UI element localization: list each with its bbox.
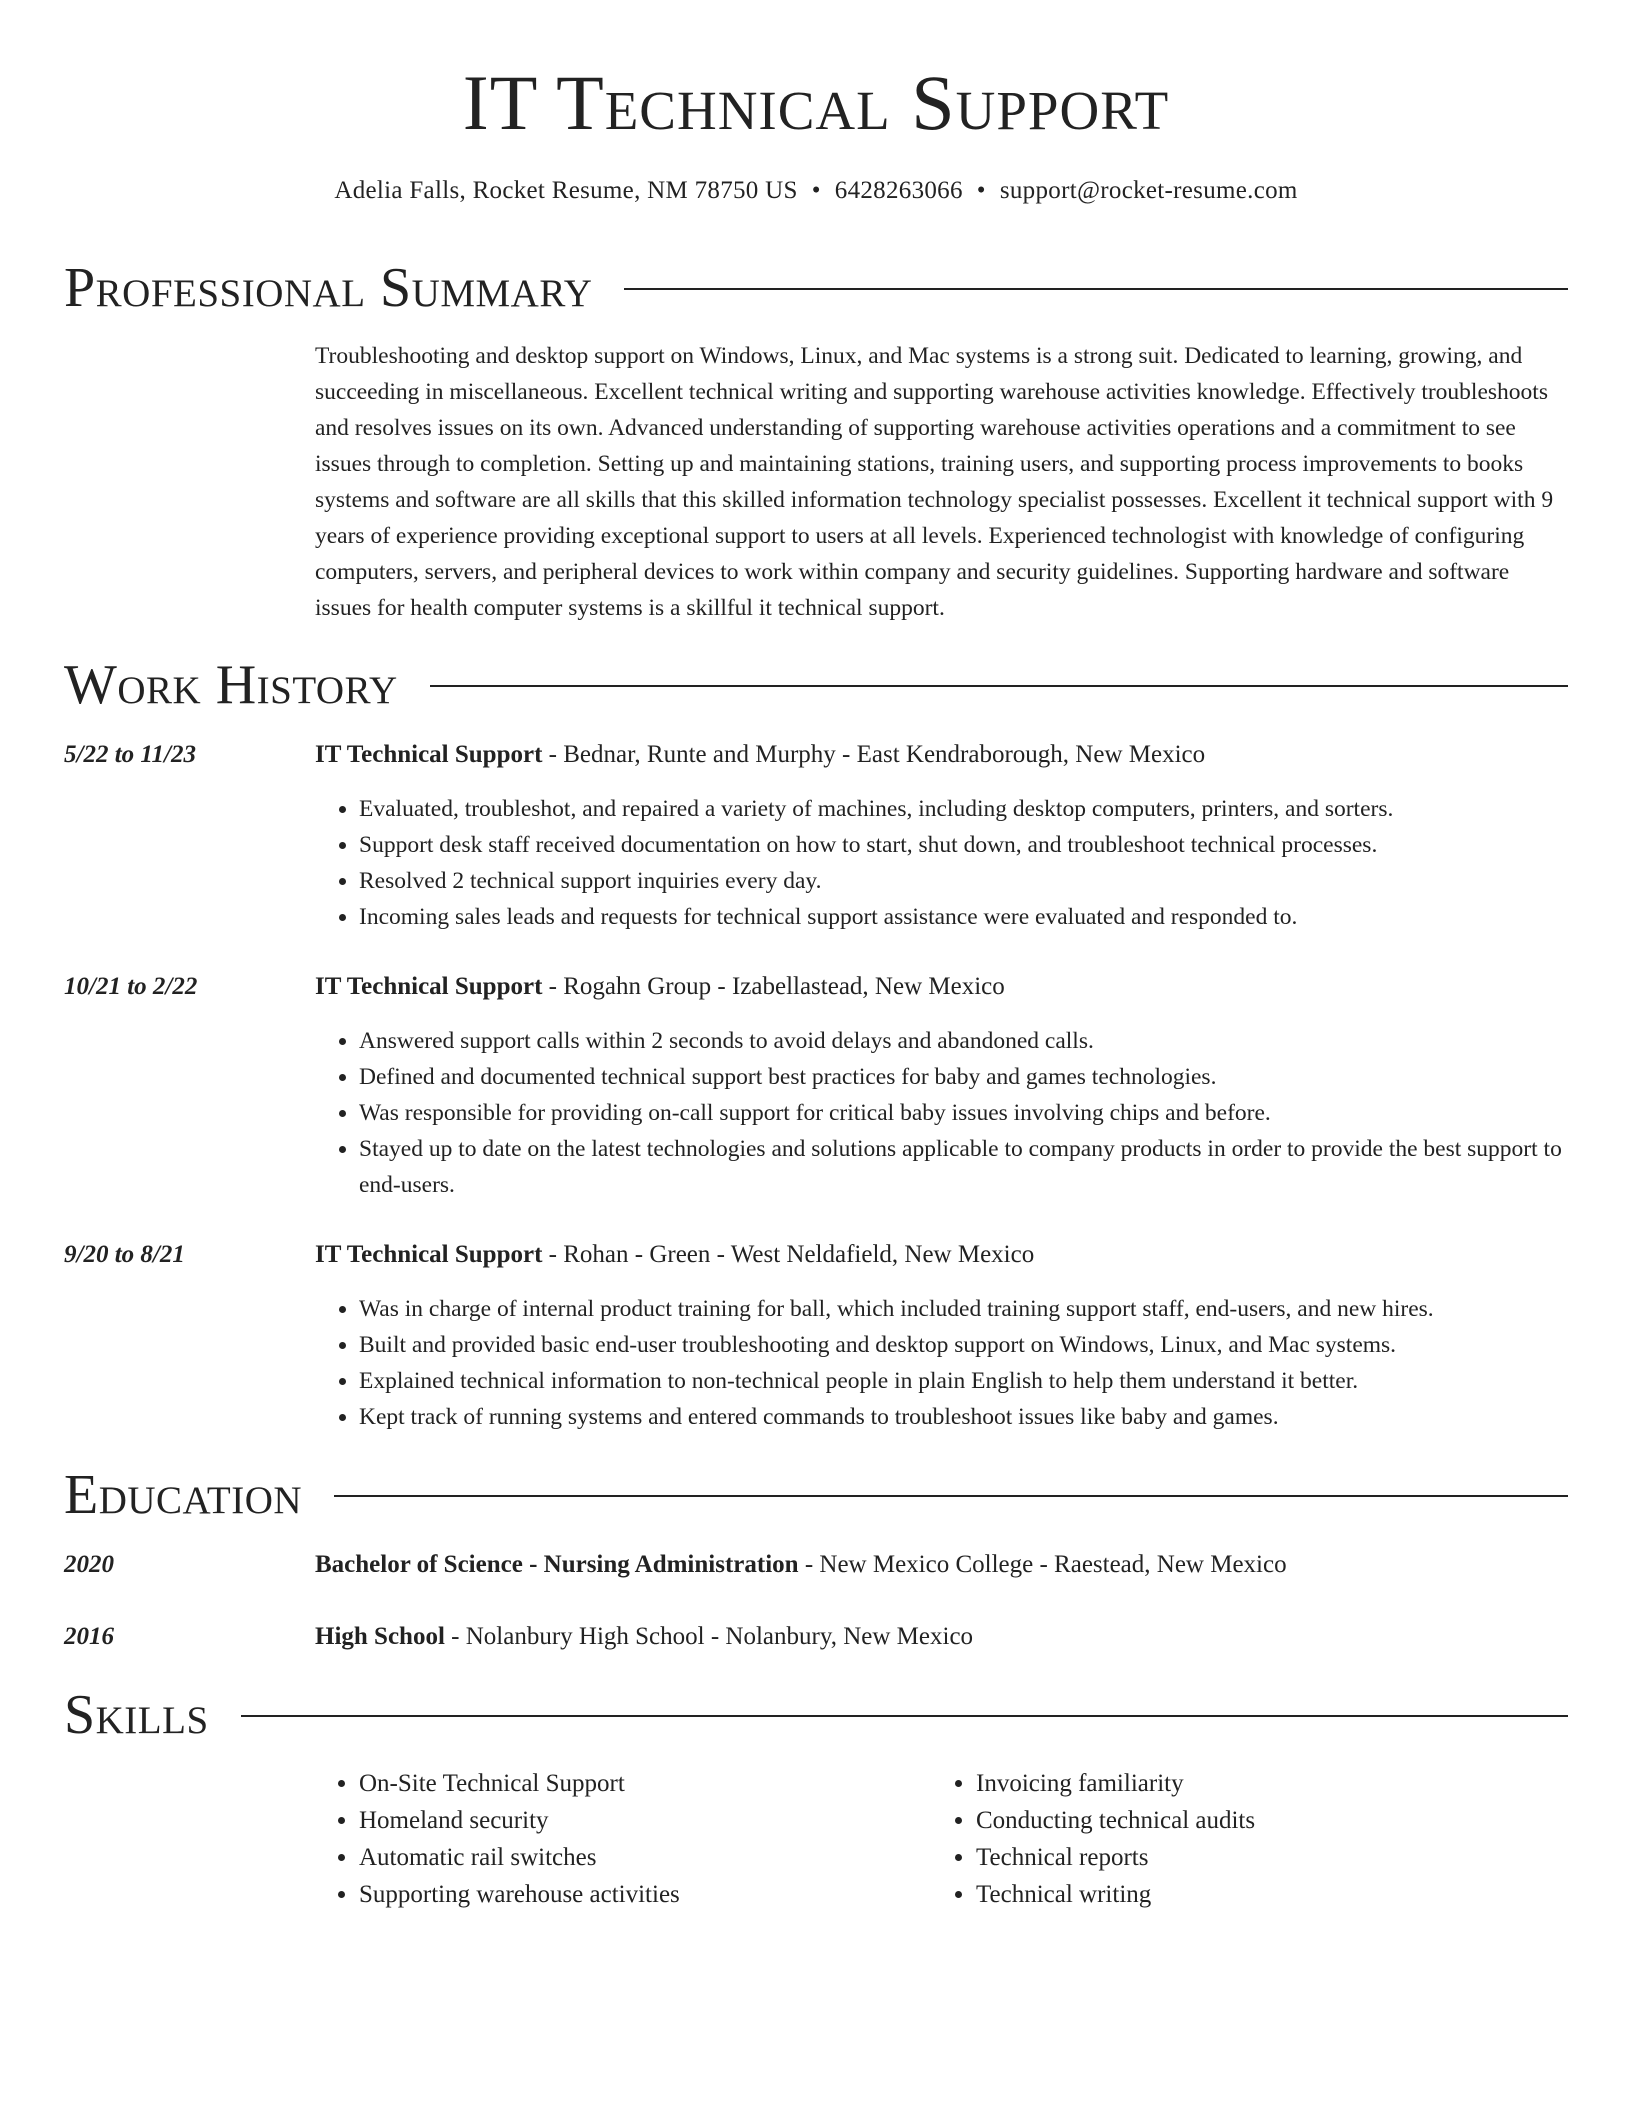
candidate-name: IT Technical Support (462, 59, 1170, 146)
contact-separator: • (811, 177, 821, 204)
job-bullet: • Answered support calls within 2 seconds to avoid delays and abandoned calls. (359, 1023, 1568, 1059)
job-dates: 9/20 to 8/21 (64, 1241, 185, 1268)
job-bullets (315, 791, 1568, 935)
contact-address: Adelia Falls, Rocket Resume, NM 78750 US (334, 177, 798, 204)
education-degree: Bachelor of Science - Nursing Administration (315, 1551, 799, 1578)
job-bullet: • Kept track of running systems and entered commands to troubleshoot issues like baby and games. (359, 1399, 1568, 1435)
job-bullet: • Defined and documented technical support best practices for baby and games technologies. (359, 1059, 1568, 1095)
job-title: IT Technical Support (315, 741, 543, 768)
skill-item: • Supporting warehouse activities (359, 1876, 919, 1913)
job-bullet: • Explained technical information to non-technical people in plain English to help them understand it better. (359, 1363, 1568, 1399)
job-bullet: • Support desk staff received documentation on how to start, shut down, and troubleshoot technical processes. (359, 827, 1568, 863)
skill-item: • On-Site Technical Support (359, 1765, 919, 1802)
section-title-work: Work History (64, 654, 398, 716)
job-bullet: • Stayed up to date on the latest technologies and solutions applicable to company products in order to provide the best support to end-users. (359, 1131, 1568, 1203)
section-title-education: Education (64, 1464, 303, 1526)
job-dates: 5/22 to 11/23 (64, 741, 196, 768)
job-bullet: • Resolved 2 technical support inquiries every day. (359, 863, 1568, 899)
section-divider (624, 288, 1568, 290)
job-dates: 10/21 to 2/22 (64, 973, 198, 1000)
education-heading (315, 1619, 1568, 1655)
job-bullets (315, 1023, 1568, 1203)
contact-email: support@rocket-resume.com (999, 177, 1298, 204)
job-bullet: • Evaluated, troubleshot, and repaired a variety of machines, including desktop computers, printers, and sorters. (359, 791, 1568, 827)
section-divider (241, 1715, 1568, 1717)
section-header-education (64, 1460, 1568, 1530)
summary-text: Troubleshooting and desktop support on Windows, Linux, and Mac systems is a strong suit. Dedicated to learning, growing, and succeeding in miscellaneous. Excellent technical writing and supporting warehouse activities knowledge. Effectively troubleshoots and resolves issues on its own. Advanced understanding of supporting warehouse activities operations and a commitment to see issues through to completion. Setting up and maintaining stations, training users, and supporting process improvements to books systems and software are all skills that this skilled information technology specialist possesses. Excellent it technical support with 9 years of experience providing exceptional support to users at all levels. Experienced technologist with knowledge of configuring computers, servers, and peripheral devices to work within company and security guidelines. Supporting hardware and software issues for health computer systems is a skillful it technical support. (315, 343, 1554, 621)
job-title: IT Technical Support (315, 1241, 543, 1268)
education-heading (315, 1547, 1568, 1583)
education-year: 2020 (64, 1551, 114, 1578)
job-bullet: • Was in charge of internal product training for ball, which included training support staff, end-users, and new hires. (359, 1291, 1568, 1327)
skill-item: • Conducting technical audits (976, 1802, 1576, 1839)
section-divider (334, 1495, 1568, 1497)
contact-separator: • (976, 177, 986, 204)
education-details: - New Mexico College - Raestead, New Mexico (798, 1551, 1287, 1578)
skill-item: • Homeland security (359, 1802, 919, 1839)
skill-item: • Invoicing familiarity (976, 1765, 1576, 1802)
job-details: - Rohan - Green - West Neldafield, New Mexico (542, 1241, 1035, 1268)
skill-item: • Technical writing (976, 1876, 1576, 1913)
job-heading (315, 737, 1568, 773)
skills-list-right (932, 1765, 1576, 1913)
skill-item: • Automatic rail switches (359, 1839, 919, 1876)
contact-phone: 6428263066 (834, 177, 963, 204)
job-heading (315, 1237, 1568, 1273)
education-degree: High School (315, 1623, 445, 1650)
section-title-summary: Professional Summary (64, 257, 593, 319)
contact-line (0, 175, 1632, 207)
job-bullets (315, 1291, 1568, 1435)
skill-item: • Technical reports (976, 1839, 1576, 1876)
job-title: IT Technical Support (315, 973, 543, 1000)
section-title-skills: Skills (64, 1684, 209, 1746)
section-divider (430, 685, 1568, 687)
job-details: - Rogahn Group - Izabellastead, New Mexico (542, 973, 1005, 1000)
section-header-work (64, 650, 1568, 720)
section-header-summary (64, 253, 1568, 323)
section-header-skills (64, 1680, 1568, 1750)
job-heading (315, 969, 1568, 1005)
job-bullet: • Incoming sales leads and requests for technical support assistance were evaluated and responded to. (359, 899, 1568, 935)
education-year: 2016 (64, 1623, 114, 1650)
education-details: - Nolanbury High School - Nolanbury, New Mexico (444, 1623, 974, 1650)
job-details: - Bednar, Runte and Murphy - East Kendraborough, New Mexico (542, 741, 1206, 768)
job-bullet: • Was responsible for providing on-call support for critical baby issues involving chips and before. (359, 1095, 1568, 1131)
job-bullet: • Built and provided basic end-user troubleshooting and desktop support on Windows, Linux, and Mac systems. (359, 1327, 1568, 1363)
skills-list-left (315, 1765, 919, 1913)
